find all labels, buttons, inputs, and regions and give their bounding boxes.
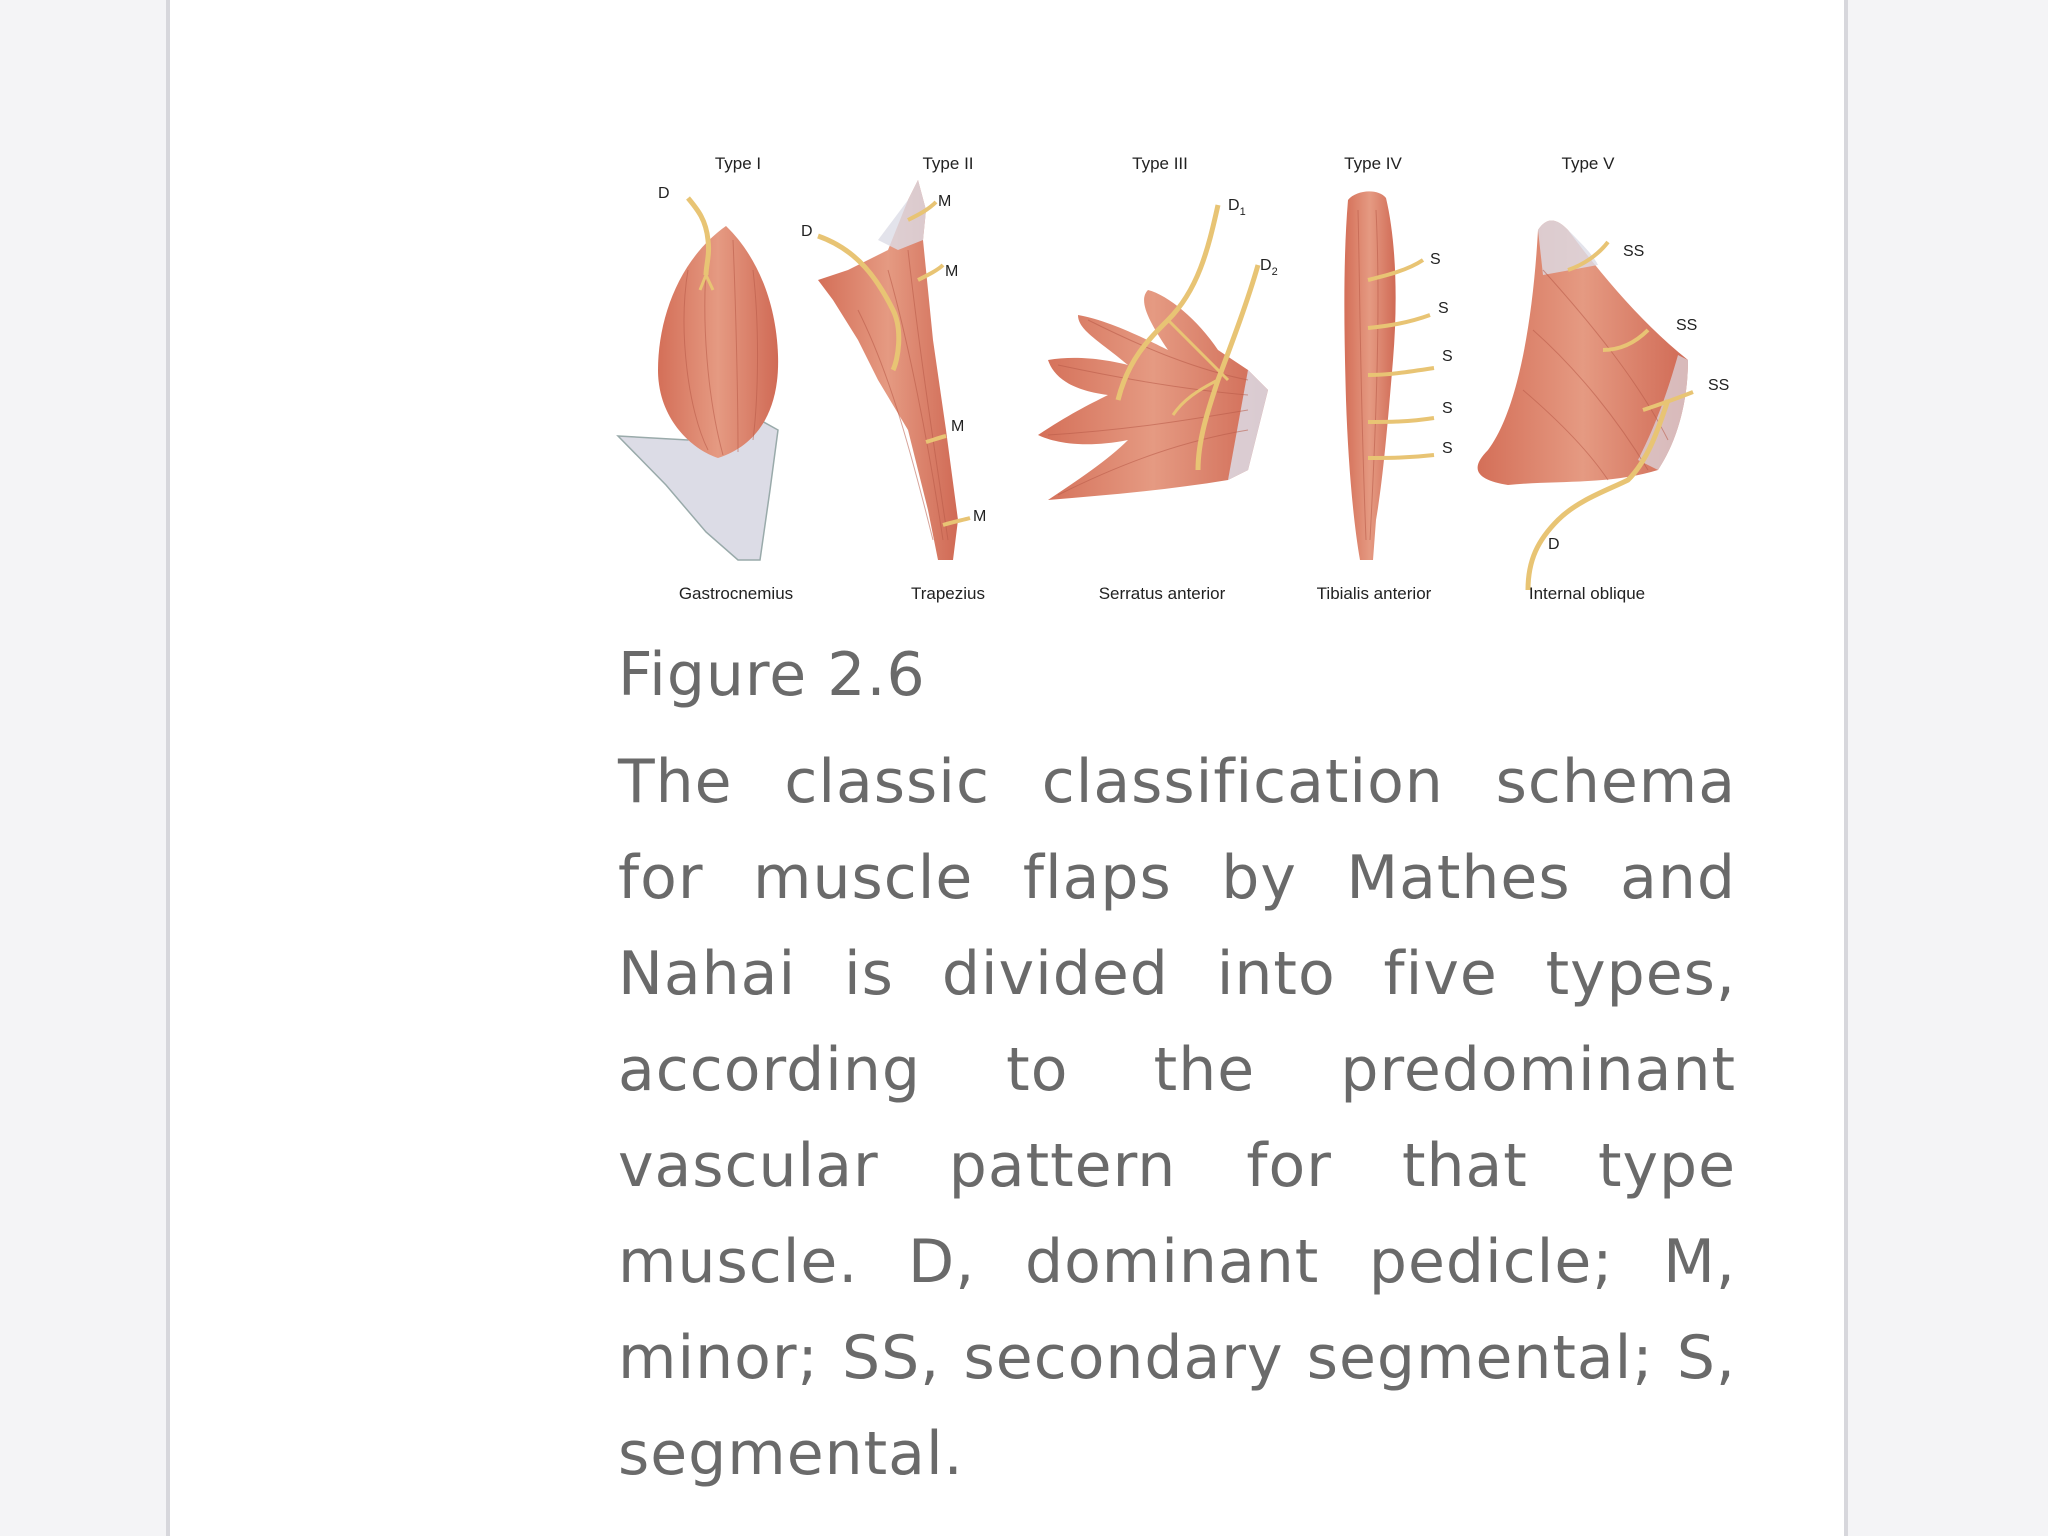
type-label-3: Type III [1132, 154, 1188, 173]
pedicle-label-type4-S5: S [1442, 440, 1453, 457]
pedicle-label-type4-S4: S [1442, 400, 1453, 417]
pedicle-label-type2-M2: M [945, 263, 959, 280]
pedicle-label-type3-D1: $D_1$ [1228, 197, 1246, 218]
muscle-label-2: Trapezius [910, 584, 986, 603]
muscle-flap-classification-figure [608, 140, 1748, 620]
type-label-4: Type IV [1344, 154, 1402, 173]
muscle-label-1: Gastrocnemius [678, 584, 794, 603]
figure-caption-title: Figure 2.6 [618, 640, 926, 710]
type-label-5: Type V [1561, 154, 1615, 173]
trapezius-muscle [801, 180, 986, 560]
type-label-1: Type I [714, 154, 762, 173]
pedicle-label-type2-D: D [801, 223, 813, 240]
pedicle-label-type4-S2: S [1438, 300, 1449, 317]
pedicle-label-type1-D: D [658, 185, 670, 202]
pedicle-label-type4-S1: S [1430, 251, 1441, 268]
pedicle-label-type4-S3: S [1442, 348, 1453, 365]
internal-oblique-muscle [1478, 221, 1730, 590]
pedicle-label-type5-SS3: SS [1708, 377, 1730, 394]
muscle-label-3: Serratus anterior [1098, 584, 1226, 603]
pedicle-label-type2-M3: M [951, 418, 965, 435]
pedicle-label-type2-M1: M [938, 193, 952, 210]
gastrocnemius-muscle [618, 185, 778, 560]
figure-illustration [608, 140, 1748, 620]
serratus-anterior-muscle [1038, 197, 1278, 500]
muscle-label-4: Tibialis anterior [1316, 584, 1432, 603]
type-label-2: Type II [922, 154, 974, 173]
pedicle-label-type3-D2: $D_2$ [1260, 257, 1278, 278]
pedicle-label-type5-SS1: SS [1623, 243, 1645, 260]
muscle-label-5: Internal oblique [1528, 584, 1646, 603]
pedicle-label-type2-M4: M [973, 508, 987, 525]
document-page [166, 0, 1848, 1536]
pedicle-label-type5-D: D [1548, 536, 1560, 553]
pedicle-label-type5-SS2: SS [1676, 317, 1698, 334]
figure-caption-text: The classic classification schema for muscle flaps by Mathes and Nahai is divided into five types, according to the predominant vascular pattern for that type muscle. D, dominant pedicle; M, minor; SS, secondary segmental; S, segmental. [618, 747, 1736, 1489]
tibialis-anterior-muscle [1344, 191, 1452, 560]
